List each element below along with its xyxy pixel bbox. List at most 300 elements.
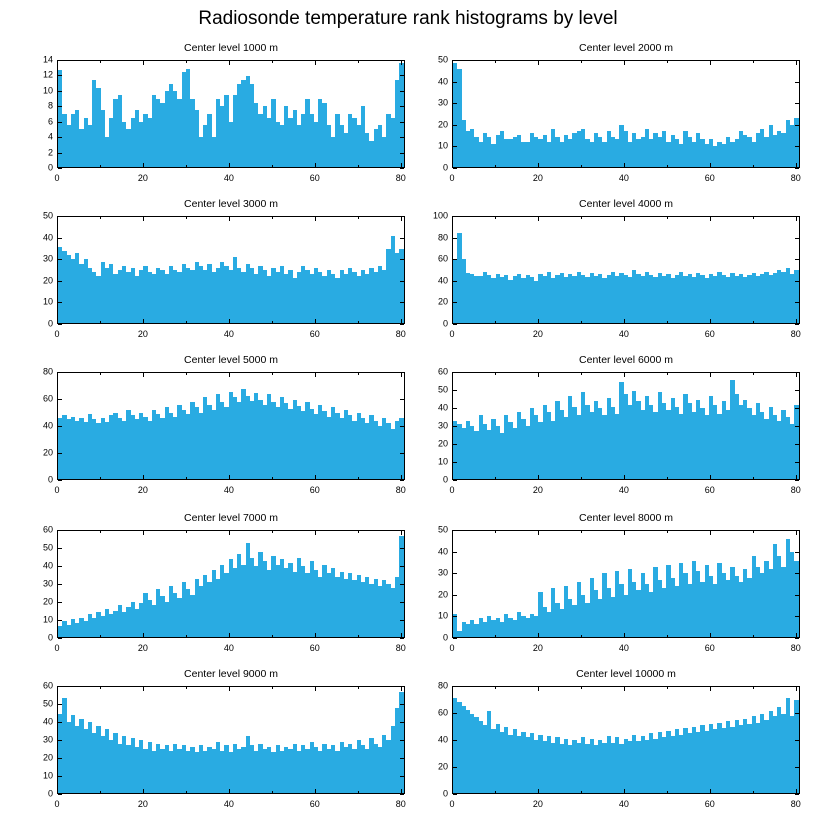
x-tick: [796, 61, 797, 65]
y-tick: [58, 324, 62, 325]
x-tick: [796, 687, 797, 691]
x-tick-minor: [272, 791, 273, 793]
y-tick: [58, 238, 62, 239]
y-tick: [400, 548, 404, 549]
x-tick: [57, 373, 58, 377]
y-tick: [795, 324, 799, 325]
x-tick-minor: [272, 321, 273, 323]
y-tick: [58, 372, 62, 373]
x-tick: [401, 633, 402, 637]
y-tick: [400, 324, 404, 325]
y-tick: [453, 638, 457, 639]
y-tick: [400, 704, 404, 705]
y-tick: [795, 408, 799, 409]
x-tick-minor: [581, 635, 582, 637]
x-tick: [796, 789, 797, 793]
x-tick-minor: [186, 165, 187, 167]
x-tick-label: 60: [309, 485, 320, 495]
x-tick-minor: [581, 687, 582, 689]
y-tick: [400, 638, 404, 639]
panel-title: Center level 8000 m: [579, 512, 673, 524]
bar: [399, 536, 403, 637]
plot-area: [57, 686, 405, 794]
x-tick-label: 0: [54, 643, 60, 653]
x-tick: [229, 475, 230, 479]
x-tick: [401, 531, 402, 535]
x-tick: [538, 687, 539, 691]
bar: [794, 561, 798, 637]
x-tick-minor: [100, 477, 101, 479]
bar-series: [453, 687, 799, 793]
plot-area: [452, 216, 800, 324]
x-tick-minor: [272, 635, 273, 637]
y-tick: [795, 125, 799, 126]
y-tick-label: 80: [437, 232, 448, 243]
x-tick-label: 60: [309, 799, 320, 809]
y-tick: [400, 302, 404, 303]
x-tick-minor: [495, 791, 496, 793]
y-tick-label: 10: [42, 296, 53, 307]
y-tick: [795, 426, 799, 427]
y-tick-label: 12: [42, 69, 53, 80]
y-tick: [453, 82, 457, 83]
x-tick-minor: [186, 687, 187, 689]
x-tick-minor: [100, 165, 101, 167]
y-tick: [58, 259, 62, 260]
x-tick: [143, 163, 144, 167]
y-tick: [453, 281, 457, 282]
x-tick-label: 80: [790, 799, 801, 809]
x-tick-label: 20: [137, 329, 148, 339]
x-tick-minor: [753, 531, 754, 533]
x-tick-minor: [667, 477, 668, 479]
y-tick: [795, 302, 799, 303]
x-tick: [143, 319, 144, 323]
x-tick-label: 40: [223, 799, 234, 809]
x-tick-label: 80: [395, 485, 406, 495]
y-tick: [400, 399, 404, 400]
y-tick-label: 60: [437, 366, 448, 377]
x-tick: [143, 531, 144, 535]
x-tick-label: 80: [395, 799, 406, 809]
x-tick: [315, 217, 316, 221]
x-tick: [401, 61, 402, 65]
y-tick: [400, 426, 404, 427]
x-tick: [452, 633, 453, 637]
x-tick-label: 0: [54, 173, 60, 183]
bar: [794, 700, 798, 793]
y-tick-label: 14: [42, 54, 53, 65]
x-tick-minor: [100, 531, 101, 533]
x-tick-minor: [495, 635, 496, 637]
y-tick-label: 30: [437, 420, 448, 431]
x-tick-minor: [186, 373, 187, 375]
y-tick: [453, 552, 457, 553]
x-tick-minor: [753, 165, 754, 167]
y-tick: [58, 399, 62, 400]
y-tick: [58, 794, 62, 795]
x-tick: [315, 61, 316, 65]
x-tick-minor: [358, 165, 359, 167]
y-tick: [58, 281, 62, 282]
panel-title: Center level 6000 m: [579, 354, 673, 366]
y-tick: [795, 146, 799, 147]
y-tick: [400, 740, 404, 741]
x-tick-minor: [100, 687, 101, 689]
plot-area: [57, 216, 405, 324]
x-tick: [143, 373, 144, 377]
x-tick-label: 20: [137, 173, 148, 183]
x-tick-minor: [272, 531, 273, 533]
x-tick: [57, 475, 58, 479]
x-tick: [452, 789, 453, 793]
y-tick: [400, 758, 404, 759]
y-tick: [58, 153, 62, 154]
x-tick: [624, 163, 625, 167]
x-tick-label: 80: [790, 643, 801, 653]
x-tick-minor: [100, 321, 101, 323]
y-tick: [453, 168, 457, 169]
y-tick-label: 0: [47, 318, 53, 329]
plot-area: [452, 686, 800, 794]
x-tick-label: 0: [54, 799, 60, 809]
x-tick: [624, 319, 625, 323]
x-tick-minor: [272, 373, 273, 375]
x-tick: [710, 163, 711, 167]
y-tick-label: 8: [47, 100, 53, 111]
y-tick: [795, 740, 799, 741]
x-tick: [401, 163, 402, 167]
y-tick-label: 10: [437, 456, 448, 467]
y-tick: [453, 125, 457, 126]
y-tick: [400, 91, 404, 92]
y-tick-label: 40: [42, 716, 53, 727]
x-tick-minor: [581, 477, 582, 479]
bar: [399, 692, 403, 793]
y-tick-label: 20: [42, 275, 53, 286]
x-tick-minor: [186, 635, 187, 637]
y-tick: [795, 390, 799, 391]
y-tick: [453, 480, 457, 481]
x-tick-label: 20: [532, 329, 543, 339]
y-tick: [795, 552, 799, 553]
x-tick-minor: [667, 61, 668, 63]
y-tick-label: 0: [442, 318, 448, 329]
x-tick: [710, 373, 711, 377]
y-tick-label: 0: [442, 474, 448, 485]
y-tick: [58, 686, 62, 687]
y-tick-label: 0: [442, 788, 448, 799]
x-tick: [538, 789, 539, 793]
y-tick: [453, 713, 457, 714]
y-tick: [453, 324, 457, 325]
y-tick: [453, 595, 457, 596]
x-tick-label: 60: [309, 329, 320, 339]
x-tick-label: 20: [532, 643, 543, 653]
y-tick: [58, 216, 62, 217]
y-tick-label: 60: [42, 680, 53, 691]
y-tick-label: 10: [437, 140, 448, 151]
y-tick-label: 50: [437, 54, 448, 65]
x-tick: [57, 319, 58, 323]
y-tick: [400, 584, 404, 585]
y-tick: [58, 566, 62, 567]
y-tick: [58, 530, 62, 531]
y-tick-label: 20: [437, 296, 448, 307]
y-tick-label: 20: [42, 752, 53, 763]
y-tick: [400, 168, 404, 169]
y-tick: [58, 60, 62, 61]
x-tick-label: 40: [618, 485, 629, 495]
x-tick: [401, 319, 402, 323]
x-tick-minor: [667, 531, 668, 533]
y-tick: [400, 620, 404, 621]
y-tick-label: 0: [47, 788, 53, 799]
panel-title: Center level 1000 m: [184, 42, 278, 54]
x-tick: [710, 789, 711, 793]
y-tick-label: 80: [42, 366, 53, 377]
x-tick-label: 40: [223, 329, 234, 339]
x-tick-label: 40: [618, 329, 629, 339]
y-tick-label: 30: [42, 253, 53, 264]
x-tick-minor: [358, 477, 359, 479]
x-tick-label: 20: [532, 173, 543, 183]
x-tick-label: 60: [704, 643, 715, 653]
bar-series: [453, 531, 799, 637]
y-tick: [400, 776, 404, 777]
x-tick: [229, 531, 230, 535]
x-tick-minor: [272, 217, 273, 219]
x-tick-minor: [186, 791, 187, 793]
y-tick: [58, 602, 62, 603]
x-tick-minor: [358, 635, 359, 637]
y-tick: [58, 776, 62, 777]
x-tick-minor: [186, 217, 187, 219]
x-tick-label: 20: [532, 485, 543, 495]
x-tick: [710, 217, 711, 221]
y-tick: [58, 122, 62, 123]
plot-area: [452, 372, 800, 480]
x-tick-label: 0: [449, 173, 455, 183]
x-tick: [796, 475, 797, 479]
x-tick-label: 20: [137, 643, 148, 653]
x-tick: [624, 61, 625, 65]
plot-area: [452, 530, 800, 638]
y-tick-label: 0: [47, 474, 53, 485]
y-tick: [453, 740, 457, 741]
x-tick: [57, 633, 58, 637]
y-tick-label: 40: [437, 76, 448, 87]
panel-title: Center level 3000 m: [184, 198, 278, 210]
y-tick: [795, 238, 799, 239]
y-tick: [453, 103, 457, 104]
y-tick: [58, 638, 62, 639]
y-tick-label: 0: [47, 632, 53, 643]
x-tick: [538, 633, 539, 637]
y-tick: [58, 758, 62, 759]
bar-series: [453, 61, 799, 167]
x-tick-label: 60: [704, 173, 715, 183]
x-tick-minor: [100, 791, 101, 793]
y-tick-label: 60: [437, 707, 448, 718]
x-tick-label: 20: [532, 799, 543, 809]
y-tick: [400, 259, 404, 260]
x-tick-minor: [358, 61, 359, 63]
x-tick-minor: [358, 531, 359, 533]
x-tick-minor: [581, 373, 582, 375]
x-tick: [229, 61, 230, 65]
x-tick-label: 60: [309, 173, 320, 183]
x-tick: [315, 531, 316, 535]
x-tick-minor: [495, 687, 496, 689]
x-tick-minor: [581, 165, 582, 167]
y-tick: [453, 302, 457, 303]
x-tick: [538, 61, 539, 65]
x-tick-label: 0: [449, 485, 455, 495]
y-tick: [453, 530, 457, 531]
y-tick: [453, 462, 457, 463]
y-tick: [453, 146, 457, 147]
y-tick-label: 0: [442, 632, 448, 643]
y-tick-label: 60: [42, 524, 53, 535]
x-tick-minor: [667, 791, 668, 793]
x-tick-label: 80: [395, 173, 406, 183]
x-tick: [624, 687, 625, 691]
x-tick-minor: [186, 477, 187, 479]
x-tick-minor: [100, 61, 101, 63]
x-tick: [143, 61, 144, 65]
x-tick-minor: [753, 687, 754, 689]
y-tick: [400, 453, 404, 454]
x-tick-minor: [753, 477, 754, 479]
x-tick: [538, 475, 539, 479]
bar: [399, 63, 403, 167]
x-tick-minor: [667, 635, 668, 637]
x-tick-minor: [272, 477, 273, 479]
y-tick-label: 2: [47, 147, 53, 158]
x-tick: [57, 687, 58, 691]
x-tick-label: 40: [618, 173, 629, 183]
x-tick: [57, 217, 58, 221]
x-tick: [452, 373, 453, 377]
x-tick: [315, 633, 316, 637]
x-tick-label: 20: [137, 485, 148, 495]
x-tick: [315, 163, 316, 167]
x-tick-minor: [100, 217, 101, 219]
y-tick-label: 30: [437, 97, 448, 108]
y-tick: [453, 573, 457, 574]
y-tick-label: 10: [42, 614, 53, 625]
bar: [399, 418, 403, 479]
bar-series: [58, 373, 404, 479]
x-tick-minor: [581, 217, 582, 219]
x-tick-label: 40: [223, 643, 234, 653]
bar-series: [58, 61, 404, 167]
x-tick-label: 60: [704, 799, 715, 809]
x-tick: [538, 531, 539, 535]
y-tick: [58, 620, 62, 621]
plot-area: [452, 60, 800, 168]
x-tick: [452, 61, 453, 65]
y-tick-label: 50: [42, 698, 53, 709]
y-tick: [453, 686, 457, 687]
y-tick: [58, 137, 62, 138]
y-tick: [400, 722, 404, 723]
y-tick: [58, 106, 62, 107]
y-tick-label: 30: [42, 734, 53, 745]
y-tick-label: 20: [42, 447, 53, 458]
x-tick: [229, 163, 230, 167]
x-tick: [143, 633, 144, 637]
x-tick: [315, 475, 316, 479]
panel-title: Center level 4000 m: [579, 198, 673, 210]
x-tick: [624, 373, 625, 377]
x-tick-minor: [581, 61, 582, 63]
x-tick: [452, 163, 453, 167]
x-tick-label: 80: [790, 485, 801, 495]
chart-panel: [430, 668, 805, 818]
y-tick: [400, 75, 404, 76]
y-tick: [795, 794, 799, 795]
x-tick-label: 0: [449, 799, 455, 809]
x-tick-minor: [753, 373, 754, 375]
chart-panel: [430, 512, 805, 662]
x-tick-minor: [667, 373, 668, 375]
x-tick-minor: [272, 61, 273, 63]
x-tick-label: 40: [618, 643, 629, 653]
x-tick: [538, 373, 539, 377]
x-tick-label: 60: [704, 329, 715, 339]
bar-series: [453, 373, 799, 479]
y-tick-label: 6: [47, 116, 53, 127]
x-tick: [229, 217, 230, 221]
x-tick-minor: [581, 531, 582, 533]
y-tick: [795, 767, 799, 768]
y-tick: [453, 767, 457, 768]
y-tick-label: 20: [42, 596, 53, 607]
y-tick-label: 20: [437, 438, 448, 449]
y-tick: [58, 548, 62, 549]
x-tick-minor: [358, 373, 359, 375]
y-tick-label: 50: [42, 210, 53, 221]
y-tick: [453, 259, 457, 260]
x-tick: [796, 373, 797, 377]
x-tick-minor: [667, 321, 668, 323]
x-tick: [538, 319, 539, 323]
x-tick: [796, 531, 797, 535]
panel-title: Center level 5000 m: [184, 354, 278, 366]
y-tick: [453, 216, 457, 217]
y-tick: [795, 259, 799, 260]
x-tick-minor: [753, 635, 754, 637]
x-tick: [624, 633, 625, 637]
y-tick: [453, 408, 457, 409]
y-tick: [58, 480, 62, 481]
x-tick: [452, 531, 453, 535]
y-tick: [58, 453, 62, 454]
y-tick: [795, 480, 799, 481]
x-tick-label: 20: [137, 799, 148, 809]
x-tick: [401, 217, 402, 221]
y-tick: [795, 281, 799, 282]
x-tick: [229, 319, 230, 323]
chart-panel: [35, 354, 410, 504]
y-tick: [795, 713, 799, 714]
x-tick: [624, 531, 625, 535]
x-tick-minor: [495, 165, 496, 167]
bar: [794, 270, 798, 323]
y-tick-label: 40: [437, 275, 448, 286]
